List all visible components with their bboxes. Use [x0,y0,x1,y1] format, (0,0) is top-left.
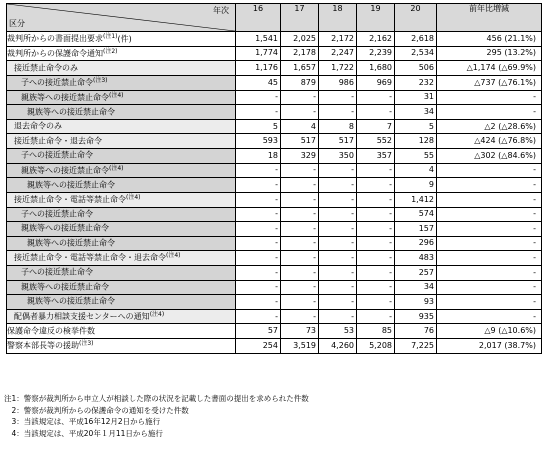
value-cell: - [357,251,395,266]
value-cell: 257 [395,265,437,280]
indent-spacer [7,208,21,221]
value-cell: - [236,309,281,324]
category-label: 警察本部長等の援助 [7,341,79,351]
value-cell: - [319,265,357,280]
value-cell: 53 [319,324,357,339]
value-cell: 157 [395,222,437,237]
value-cell: - [319,105,357,120]
value-cell: 296 [395,236,437,251]
indent-spacer [7,120,14,133]
table-row [7,163,542,178]
category-label: 親族等への接近禁止命令 [21,282,109,292]
category-cell [7,295,236,310]
category-cell [7,265,236,280]
table-row [7,178,542,193]
change-cell: △2 (△28.6%) [437,119,542,134]
table-row [7,105,542,120]
category-label: 接近禁止命令・退去命令 [14,136,102,146]
value-cell: 2,162 [357,32,395,47]
value-cell: - [281,192,319,207]
value-cell: 593 [236,134,281,149]
value-cell: - [319,280,357,295]
value-cell: 45 [236,75,281,90]
change-cell: 295 (13.2%) [437,46,542,61]
value-cell: - [319,163,357,178]
indent-spacer [7,62,14,75]
category-label: 保護命令違反の検挙件数 [7,326,95,336]
unit-suffix: (件) [117,34,132,44]
value-cell: 1,774 [236,46,281,61]
value-cell: - [357,309,395,324]
note-marker: (注4) [109,91,124,99]
value-cell: - [236,280,281,295]
category-label: 親族等への接近禁止命令 [27,180,115,190]
change-cell: - [437,192,542,207]
value-cell: - [281,295,319,310]
category-cell [7,163,236,178]
value-cell: - [357,192,395,207]
category-label: 接近禁止命令のみ [14,63,78,73]
value-cell: 2,178 [281,46,319,61]
category-label: 子への接近禁止命令 [21,78,93,88]
indent-spacer [7,179,27,192]
indent-spacer [7,222,21,235]
category-label: 子への接近禁止命令 [21,150,93,160]
value-cell: - [357,163,395,178]
value-cell: - [236,105,281,120]
table-row [7,46,542,61]
category-label: 子への接近禁止命令 [21,267,93,277]
header-year-cell: 20 [395,4,437,32]
change-cell: - [437,280,542,295]
category-label: 接近禁止命令・電話等禁止命令・退去命令 [14,253,166,263]
value-cell: - [236,163,281,178]
value-cell: 232 [395,75,437,90]
value-cell: - [357,178,395,193]
change-cell: - [437,105,542,120]
change-cell: - [437,251,542,266]
value-cell: - [319,178,357,193]
table-row [7,32,542,47]
value-cell: 18 [236,149,281,164]
value-cell: 2,239 [357,46,395,61]
indent-spacer [7,281,21,294]
value-cell: - [236,222,281,237]
change-cell: - [437,295,542,310]
value-cell: 4,260 [319,338,357,353]
value-cell: - [281,222,319,237]
value-cell: - [319,90,357,105]
header-row [7,4,542,32]
category-label: 親族等への接近禁止命令 [27,238,115,248]
category-cell [7,105,236,120]
value-cell: 57 [236,324,281,339]
value-cell: 517 [281,134,319,149]
note-marker: (注4) [126,193,141,201]
change-cell: △424 (△76.8%) [437,134,542,149]
table-row [7,134,542,149]
change-cell: - [437,265,542,280]
table-row [7,90,542,105]
value-cell: 2,025 [281,32,319,47]
value-cell: - [319,207,357,222]
value-cell: 1,176 [236,61,281,76]
change-cell: △9 (△10.6%) [437,324,542,339]
change-cell: - [437,90,542,105]
value-cell: 5,208 [357,338,395,353]
value-cell: 128 [395,134,437,149]
category-cell [7,149,236,164]
value-cell: - [357,236,395,251]
value-cell: - [236,178,281,193]
value-cell: - [319,192,357,207]
value-cell: - [236,265,281,280]
table-row [7,338,542,353]
change-cell: 2,017 (38.7%) [437,338,542,353]
value-cell: 986 [319,75,357,90]
category-cell [7,178,236,193]
category-cell [7,338,236,353]
value-cell: - [357,105,395,120]
note-marker: (注3) [93,76,108,84]
value-cell: 517 [319,134,357,149]
footnote: 注1：警察が裁判所から申立人が相談した際の状況を記載した書面の提出を求められた件数 [4,394,309,403]
category-label: 親族等への接近禁止命令 [27,107,115,117]
indent-spacer [7,106,27,119]
value-cell: 4 [395,163,437,178]
indent-spacer [7,237,27,250]
category-cell [7,192,236,207]
category-label: 退去命令のみ [14,121,62,131]
value-cell: 1,722 [319,61,357,76]
value-cell: 31 [395,90,437,105]
indent-spacer [7,252,14,265]
indent-spacer [7,135,14,148]
indent-spacer [7,266,21,279]
table-row [7,119,542,134]
value-cell: - [281,90,319,105]
table-row [7,280,542,295]
category-cell [7,46,236,61]
category-label: 裁判所からの書面提出要求 [7,34,103,44]
value-cell: - [236,295,281,310]
category-cell [7,207,236,222]
category-label: 配偶者暴力相談支援センターへの通知 [14,311,150,321]
value-cell: - [319,236,357,251]
value-cell: 55 [395,149,437,164]
header-year-cell: 16 [236,4,281,32]
table-row [7,207,542,222]
table-row [7,309,542,324]
category-cell [7,222,236,237]
category-label: 接近禁止命令・電話等禁止命令 [14,195,126,204]
category-cell [7,324,236,339]
header-change-cell: 前年比増減 [437,4,542,32]
table-row [7,295,542,310]
indent-spacer [7,295,27,308]
value-cell: - [236,207,281,222]
value-cell: - [357,207,395,222]
indent-spacer [7,310,14,323]
change-cell: - [437,309,542,324]
change-cell: - [437,222,542,237]
value-cell: 1,541 [236,32,281,47]
change-cell: - [437,207,542,222]
category-cell [7,251,236,266]
category-cell [7,32,236,47]
change-cell: △1,174 (△69.9%) [437,61,542,76]
change-cell: △302 (△84.6%) [437,149,542,164]
category-cell [7,280,236,295]
table-row [7,192,542,207]
change-cell: 456 (21.1%) [437,32,542,47]
value-cell: 1,412 [395,192,437,207]
statistics-table [6,3,542,354]
footnote: 4：当該規定は、平成20年１月11日から施行 [4,428,163,438]
note-marker: (注4) [166,252,181,260]
value-cell: 483 [395,251,437,266]
value-cell: 76 [395,324,437,339]
value-cell: 574 [395,207,437,222]
value-cell: - [236,192,281,207]
category-label: 親族等への接近禁止命令 [27,296,115,306]
value-cell: - [281,178,319,193]
value-cell: - [281,163,319,178]
indent-spacer [7,91,21,104]
value-cell: - [281,105,319,120]
change-cell: △737 (△76.1%) [437,75,542,90]
table-row [7,61,542,76]
note-marker: (注4) [149,310,165,318]
value-cell: 7 [357,119,395,134]
value-cell: 2,534 [395,46,437,61]
value-cell: 1,680 [357,61,395,76]
value-cell: - [236,90,281,105]
table-row [7,75,542,90]
value-cell: 2,618 [395,32,437,47]
footnotes [4,393,309,439]
value-cell: 93 [395,295,437,310]
table-row [7,265,542,280]
table-row [7,222,542,237]
category-label: 裁判所からの保護命令通知 [7,48,103,58]
value-cell: 1,657 [281,61,319,76]
value-cell: - [281,280,319,295]
value-cell: - [281,251,319,266]
diagonal-divider [7,4,235,31]
value-cell: 552 [357,134,395,149]
value-cell: 329 [281,149,319,164]
header-year-cell: 17 [281,4,319,32]
value-cell: - [281,236,319,251]
category-label: 親族等への接近禁止命令 [21,165,109,175]
note-marker: (注2) [103,47,118,55]
value-cell: - [281,309,319,324]
footnote: 2：警察が裁判所からの保護命令の通知を受けた件数 [4,405,189,415]
change-cell: - [437,163,542,178]
header-year-cell: 18 [319,4,357,32]
category-cell [7,236,236,251]
value-cell: - [357,295,395,310]
note-marker: (注4) [109,164,124,172]
value-cell: 34 [395,280,437,295]
value-cell: - [357,222,395,237]
table-row [7,149,542,164]
category-cell [7,309,236,324]
indent-spacer [7,149,21,162]
value-cell: 8 [319,119,357,134]
table-row [7,251,542,266]
indent-spacer [7,77,21,90]
category-cell [7,119,236,134]
header-year-label: 年次 [213,6,229,15]
category-label: 子への接近禁止命令 [21,209,93,219]
value-cell: 969 [357,75,395,90]
value-cell: 85 [357,324,395,339]
category-cell [7,134,236,149]
value-cell: 4 [281,119,319,134]
header-category-cell [7,4,236,32]
table-row [7,324,542,339]
change-cell: - [437,178,542,193]
category-label: 親族等への接近禁止命令 [21,92,109,102]
header-category-label: 区分 [9,19,25,28]
value-cell: 2,172 [319,32,357,47]
value-cell: 254 [236,338,281,353]
footnote: 3：当該規定は、平成16年12月2日から施行 [4,417,161,427]
change-cell: - [437,236,542,251]
value-cell: 879 [281,75,319,90]
value-cell: 7,225 [395,338,437,353]
category-cell [7,90,236,105]
value-cell: 73 [281,324,319,339]
value-cell: - [319,309,357,324]
value-cell: - [236,251,281,266]
category-label: 親族等への接近禁止命令 [21,223,109,233]
value-cell: - [281,265,319,280]
note-marker: (注1) [103,33,118,40]
value-cell: - [357,280,395,295]
value-cell: - [236,236,281,251]
value-cell: 506 [395,61,437,76]
value-cell: - [357,90,395,105]
note-marker: (注3) [79,339,94,347]
value-cell: - [319,295,357,310]
value-cell: 2,247 [319,46,357,61]
table-row [7,236,542,251]
value-cell: 5 [236,119,281,134]
indent-spacer [7,194,14,207]
value-cell: 34 [395,105,437,120]
value-cell: 3,519 [281,338,319,353]
indent-spacer [7,164,21,177]
value-cell: - [281,207,319,222]
value-cell: 350 [319,149,357,164]
value-cell: - [319,251,357,266]
value-cell: 357 [357,149,395,164]
category-cell [7,61,236,76]
category-cell [7,75,236,90]
header-year-cell: 19 [357,4,395,32]
value-cell: 9 [395,178,437,193]
value-cell: - [319,222,357,237]
value-cell: 935 [395,309,437,324]
value-cell: - [357,265,395,280]
value-cell: 5 [395,119,437,134]
